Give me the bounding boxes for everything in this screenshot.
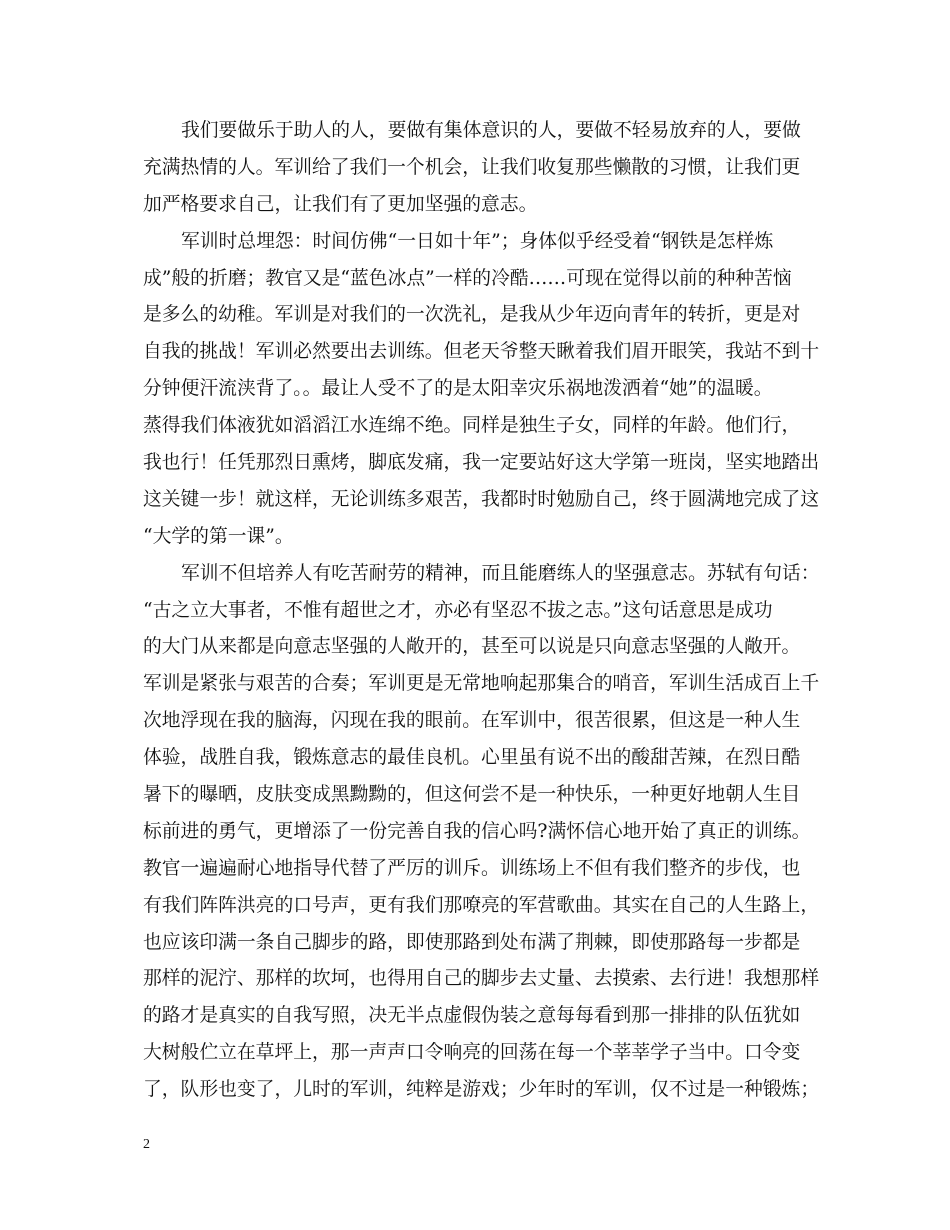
- text-line: 有我们阵阵洪亮的口号声，更有我们那嘹亮的军营歌曲。其实在自己的人生路上，: [143, 894, 820, 916]
- text-line: 那样的泥泞、那样的坎坷，也得用自己的脚步去丈量、去摸索、去行进！我想那样: [143, 968, 820, 990]
- text-line: 标前进的勇气，更增添了一份完善自我的信心吗?满怀信心地开始了真正的训练。: [143, 820, 811, 842]
- text-line: 蒸得我们体液犹如滔滔江水连绵不绝。同样是独生子女，同样的年龄。他们行，: [143, 415, 801, 437]
- text-line: 也应该印满一条自己脚步的路，即使那路到处布满了荆棘，即使那路每一步都是: [143, 931, 801, 953]
- text-line: 这关键一步！就这样，无论训练多艰苦，我都时时勉励自己，终于圆满地完成了这: [143, 488, 820, 510]
- text-line: 次地浮现在我的脑海，闪现在我的眼前。在军训中，很苦很累，但这是一种人生: [143, 710, 801, 732]
- text-line: 我们要做乐于助人的人，要做有集体意识的人，要做不轻易放弃的人，要做: [181, 120, 801, 141]
- text-line: 是多么的幼稚。军训是对我们的一次洗礼，是我从少年迈向青年的转折，更是对: [143, 304, 801, 326]
- text-line: “大学的第一课”。: [143, 525, 294, 547]
- text-line: 自我的挑战！军训必然要出去训练。但老天爷整天瞅着我们眉开眼笑，我站不到十: [143, 341, 820, 363]
- text-line: 军训时总埋怨：时间仿佛“一日如十年”；身体似乎经受着“钢铁是怎样炼: [181, 230, 774, 252]
- text-line: 体验，战胜自我，锻炼意志的最佳良机。心里虽有说不出的酸甜苦辣，在烈日酷: [143, 747, 801, 769]
- text-line: 的路才是真实的自我写照，决无半点虚假伪装之意每每看到那一排排的队伍犹如: [143, 1005, 801, 1027]
- text-line: 军训是紧张与艰苦的合奏；军训更是无常地响起那集合的哨音，军训生活成百上千: [143, 673, 820, 695]
- text-line: 成”般的折磨；教官又是“蓝色冰点”一样的冷酷……可现在觉得以前的种种苦恼: [143, 267, 792, 289]
- text-line: 我也行！任凭那烈日熏烤，脚底发痛，我一定要站好这大学第一班岗，坚实地踏出: [143, 452, 820, 474]
- text-line: 了，队形也变了，儿时的军训，纯粹是游戏；少年时的军训，仅不过是一种锻炼；: [143, 1079, 820, 1101]
- text-line: 加严格要求自己，让我们有了更加坚强的意志。: [143, 193, 538, 215]
- document-body: [143, 113, 820, 1109]
- text-line: 的大门从来都是向意志坚强的人敞开的，甚至可以说是只向意志坚强的人敞开。: [143, 636, 801, 658]
- text-line: 分钟便汗流浃背了。。最让人受不了的是太阳幸灾乐祸地泼洒着“她”的温暖。: [143, 378, 773, 400]
- text-line: 大树般伫立在草坪上，那一声声口令响亮的回荡在每一个莘莘学子当中。口令变: [143, 1042, 801, 1064]
- text-line: 充满热情的人。军训给了我们一个机会，让我们收复那些懒散的习惯，让我们更: [143, 156, 801, 178]
- page-number: 2: [143, 1137, 150, 1152]
- text-line: 军训不但培养人有吃苦耐劳的精神，而且能磨练人的坚强意志。苏轼有句话：: [181, 562, 820, 584]
- text-line: 教官一遍遍耐心地指导代替了严厉的训斥。训练场上不但有我们整齐的步伐，也: [143, 857, 801, 879]
- text-line: “古之立大事者，不惟有超世之才，亦必有坚忍不拔之志。”这句话意思是成功: [143, 599, 773, 621]
- text-line: 暑下的曝晒，皮肤变成黑黝黝的，但这何尝不是一种快乐，一种更好地朝人生目: [143, 784, 801, 806]
